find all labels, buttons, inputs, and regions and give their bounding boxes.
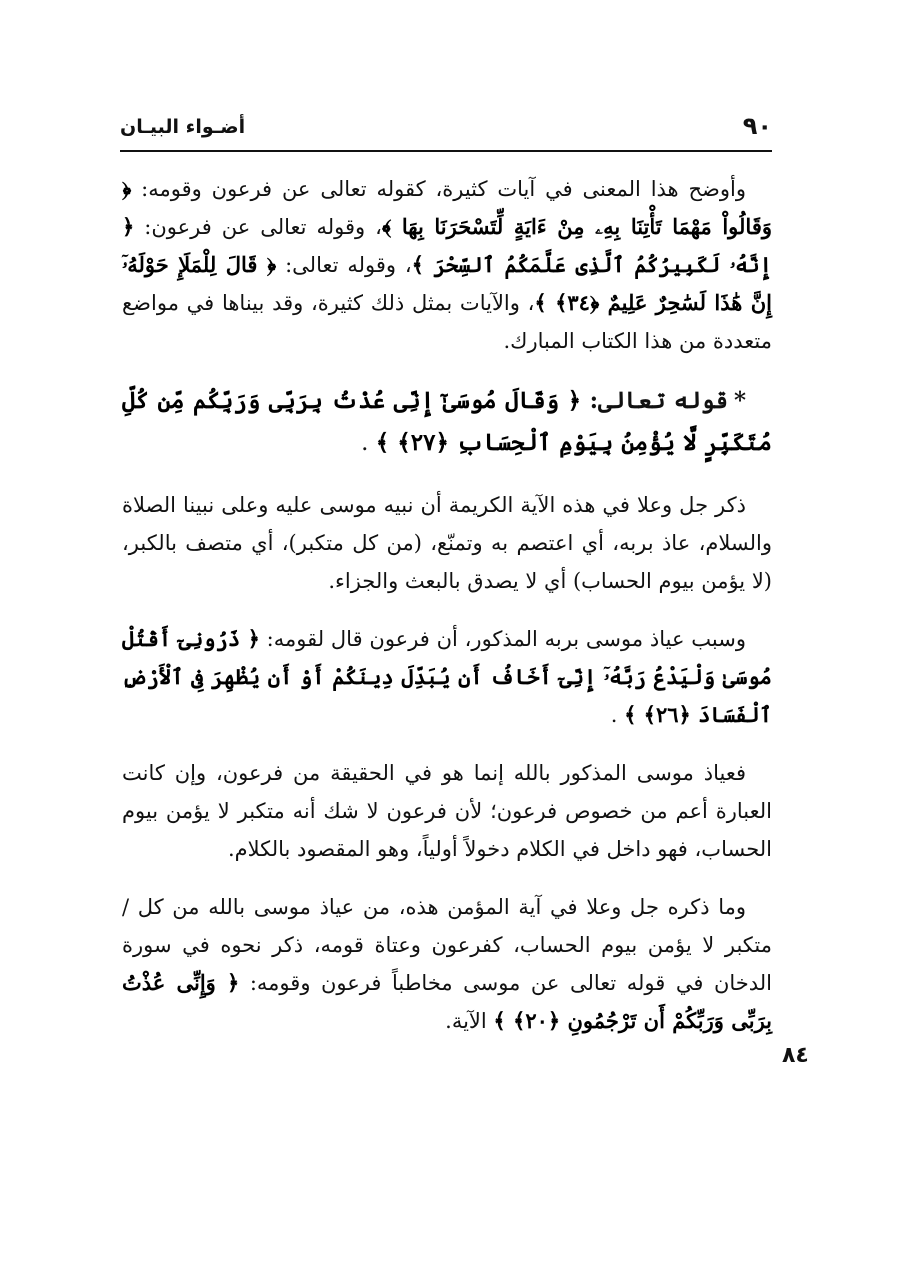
paragraph — [122, 620, 772, 734]
paragraph-text: فعياذ موسى المذكور بالله إنما هو في الحقيقة من فرعون، وإن كانت العبارة أعم من خصوص فرعون؛ لأن فرعون لا شك أنه متكبر لا يؤمن بيوم الحساب، فهو داخل في الكلام دخولاً أولياً، وهو المقصود بالكلام. — [122, 761, 772, 861]
heading-label: قوله تعالى: — [581, 387, 728, 414]
paragraph-text: . — [361, 430, 376, 456]
verse-heading — [122, 380, 772, 464]
paragraph-text: ، والآيات بمثل ذلك كثيرة، وقد بيناها في مواضع متعددة من هذا الكتاب المبارك. — [122, 291, 772, 353]
paragraph-text: وما ذكره جل وعلا في آية المؤمن هذه، من عياذ موسى بالله من كل / متكبر لا يؤمن بيوم الحساب، كفرعون وعتاة قومه، ذكر نحوه في سورة الدخان في قوله تعالى عن موسى مخاطباً فرعون وقومه: — [122, 895, 772, 995]
quran-verse: ﴿ ذَرُونِىٓ أَقْتُلْ مُوسَىٰ وَلْيَدْعُ رَبَّهُۥٓ إِنِّىٓ أَخَافُ أَن يُبَدِّلَ دِينَكُمْ أَوْ أَن يُظْهِرَ فِى ٱلْأَرْضِ ٱلْفَسَادَ ﴿٢٦﴾ ﴾ — [122, 626, 772, 727]
quran-verse: ﴿ وَقَالُواْ مَهْمَا تَأْتِنَا بِهِۦ مِنْ ءَايَةٍ لِّتَسْحَرَنَا بِهَا ﴾ — [122, 176, 772, 239]
paragraph-text: ، وقوله تعالى عن فرعون: — [134, 215, 382, 239]
paragraph — [122, 888, 772, 1040]
paragraph-text: وأوضح هذا المعنى في آيات كثيرة، كقوله تعالى عن فرعون وقومه: — [131, 177, 746, 201]
page-header — [120, 104, 772, 152]
quran-verse: ﴿ وَإِنِّى عُذْتُ بِرَبِّى وَرَبِّكُمْ أَن تَرْجُمُونِ ﴿٢٠﴾ ﴾ — [122, 970, 772, 1033]
paragraph-text: ، وقوله تعالى: — [276, 253, 412, 277]
paragraph — [122, 754, 772, 868]
paragraph-text: . — [610, 703, 625, 727]
margin-page-reference: ٨٤ — [782, 1043, 809, 1068]
page-number: ٩٠ — [742, 112, 772, 140]
quran-verse: ﴿ قَالَ لِلْمَلَإِ حَوْلَهُۥٓ إِنَّ هَٰذَا لَسَٰحِرٌ عَلِيمٌ ﴿٣٤﴾ ﴾ — [122, 252, 772, 315]
paragraph-text: وسبب عياذ موسى بربه المذكور، أن فرعون قال لقومه: — [259, 627, 746, 651]
page-body — [122, 170, 772, 1060]
paragraph-text: الآية. — [445, 1009, 494, 1033]
paragraph-text: ذكر جل وعلا في هذه الآية الكريمة أن نبيه موسى عليه وعلى نبينا الصلاة والسلام، عاذ بربه، أي اعتصم به وتمنّع، (من كل متكبر)، أي متصف بالكبر، (لا يؤمن بيوم الحساب) أي لا يصدق بالبعث والجزاء. — [122, 493, 772, 593]
star-marker: * — [733, 387, 746, 414]
book-title: أضـواء البيـان — [120, 116, 246, 138]
paragraph — [122, 486, 772, 600]
paragraph — [122, 170, 772, 360]
quran-verse: ﴿ إِنَّهُۥ لَكَبِيرُكُمُ ٱلَّذِى عَلَّمَكُمُ ٱلسِّحْرَ ﴾ — [122, 214, 772, 277]
quran-verse: ﴿ وَقَالَ مُوسَىٰٓ إِنِّى عُذْتُ بِرَبِّى وَرَبِّكُم مِّن كُلِّ مُتَكَبِّرٍ لَّا يُؤْمِنُ بِيَوْمِ ٱلْحِسَابِ ﴿٢٧﴾ ﴾ — [122, 387, 772, 456]
